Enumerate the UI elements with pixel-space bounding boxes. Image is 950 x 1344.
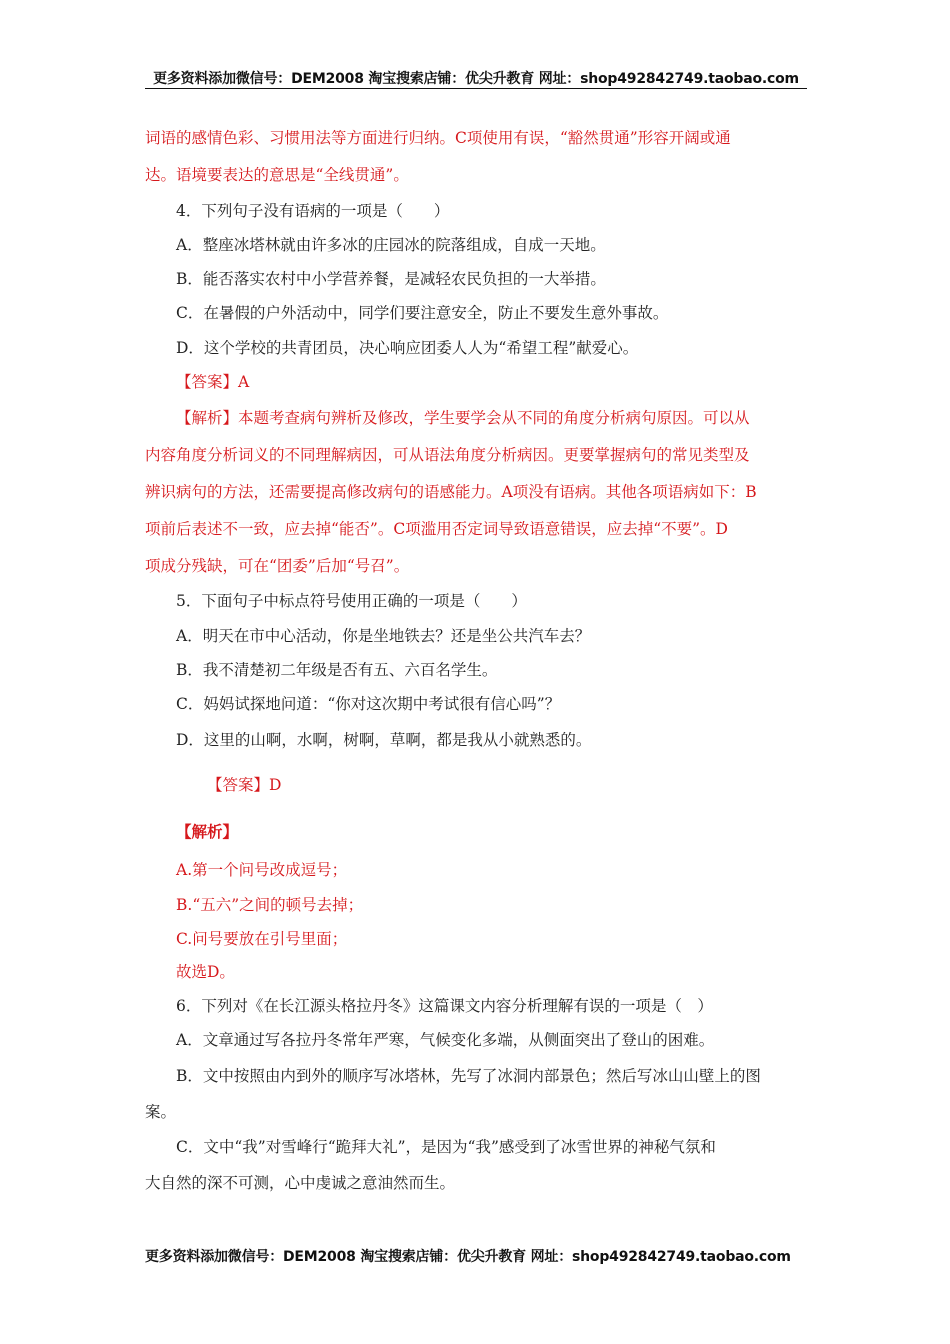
q4-option-d: D．这个学校的共青团员，决心响应团委人人为“希望工程”献爱心。 bbox=[176, 339, 639, 357]
q4-answer: 【答案】A bbox=[176, 373, 250, 391]
q5-analysis-title: 【解析】 bbox=[176, 822, 239, 841]
q5-answer: 【答案】D bbox=[207, 776, 282, 794]
q4-analysis-line-3: 辨识病句的方法，还需要提高修改病句的语感能力。A项没有语病。其他各项语病如下：B bbox=[145, 483, 757, 501]
q6-option-a: A．文章通过写各拉丹冬常年严寒，气候变化多端，从侧面突出了登山的困难。 bbox=[176, 1031, 715, 1049]
q5-option-c: C．妈妈试探地问道：“你对这次期中考试很有信心吗”？ bbox=[176, 695, 561, 713]
q3-analysis-line-1: 词语的感情色彩、习惯用法等方面进行归纳。C项使用有误，“豁然贯通”形容开阔或通 bbox=[145, 129, 731, 147]
q6-option-c-line-1: C．文中“我”对雪峰行“跪拜大礼”，是因为“我”感受到了冰雪世界的神秘气氛和 bbox=[176, 1138, 716, 1156]
q4-analysis-line-1: 【解析】本题考查病句辨析及修改，学生要学会从不同的角度分析病句原因。可以从 bbox=[176, 409, 750, 427]
q6-option-c-line-2: 大自然的深不可测，心中虔诚之意油然而生。 bbox=[145, 1174, 456, 1192]
q4-option-b: B．能否落实农村中小学营养餐，是减轻农民负担的一大举措。 bbox=[176, 270, 606, 288]
q6-option-b-line-2: 案。 bbox=[145, 1103, 177, 1121]
q5-option-b: B．我不清楚初二年级是否有五、六百名学生。 bbox=[176, 661, 498, 679]
q4-analysis-line-4: 项前后表述不一致，应去掉“能否”。C项滥用否定词导致语意错误，应去掉“不要”。D bbox=[145, 520, 728, 538]
page-footer: 更多资料添加微信号：DEM2008 淘宝搜索店铺：优尖升教育 网址：shop492842749.taobao.com bbox=[145, 1249, 791, 1265]
q5-stem: 5．下面句子中标点符号使用正确的一项是（ ） bbox=[176, 592, 527, 610]
q5-option-d: D．这里的山啊，水啊，树啊，草啊，都是我从小就熟悉的。 bbox=[176, 731, 592, 749]
q6-option-b-line-1: B．文中按照由内到外的顺序写冰塔林，先写了冰洞内部景色；然后写冰山山壁上的图 bbox=[176, 1067, 761, 1085]
q5-analysis-conclusion: 故选D。 bbox=[176, 963, 235, 981]
q5-option-a: A．明天在市中心活动，你是坐地铁去？还是坐公共汽车去？ bbox=[176, 627, 591, 645]
q4-option-c: C．在暑假的户外活动中，同学们要注意安全，防止不要发生意外事故。 bbox=[176, 304, 669, 322]
q4-stem: 4．下列句子没有语病的一项是（ ） bbox=[176, 202, 450, 220]
q5-analysis-b: B.“五六”之间的顿号去掉； bbox=[176, 896, 364, 914]
q4-analysis-line-5: 项成分残缺，可在“团委”后加“号召”。 bbox=[145, 557, 410, 575]
page-header: 更多资料添加微信号：DEM2008 淘宝搜索店铺：优尖升教育 网址：shop492842749.taobao.com bbox=[153, 71, 799, 87]
q4-analysis-line-2: 内容角度分析词义的不同理解病因，可从语法角度分析病因。更要掌握病句的常见类型及 bbox=[145, 446, 750, 464]
q5-analysis-a: A.第一个问号改成逗号； bbox=[176, 861, 348, 879]
q4-option-a: A．整座冰塔林就由许多冰的庄园冰的院落组成，自成一天地。 bbox=[176, 236, 606, 254]
q5-analysis-c: C.问号要放在引号里面； bbox=[176, 930, 348, 948]
q3-analysis-line-2: 达。语境要表达的意思是“全线贯通”。 bbox=[145, 166, 409, 184]
q6-stem: 6．下列对《在长江源头格拉丹冬》这篇课文内容分析理解有误的一项是（ ） bbox=[176, 997, 713, 1015]
header-divider bbox=[145, 88, 807, 89]
